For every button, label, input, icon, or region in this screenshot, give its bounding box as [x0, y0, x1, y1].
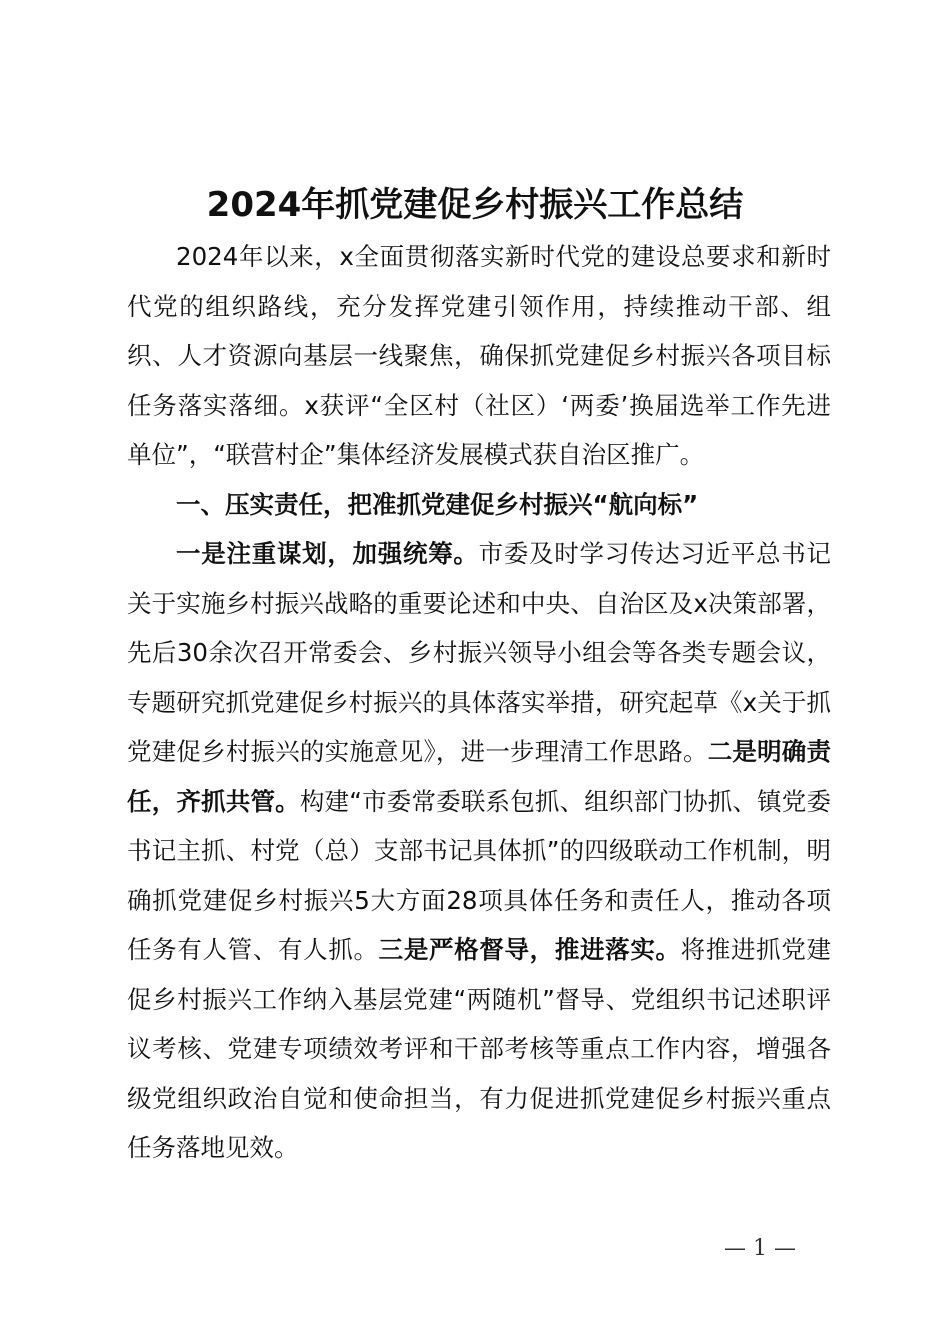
section-heading-1: 一、压实责任，把准抓党建促乡村振兴“航向标” — [176, 489, 699, 519]
point-3-lead: 三是严格督导，推进落实。 — [378, 935, 681, 964]
point-3-text: 将推进抓党建促乡村振兴工作纳入基层党建“两随机”督导、党组织书记述职评议考核、党建专项绩效考评和干部考核等重点工作内容，增强各级党组织政治自觉和使命担当，有力促进抓党建促乡村振兴重点任务落地见效。 — [127, 935, 832, 1162]
section-1-paragraph — [127, 529, 831, 1173]
page-number: — 1 — — [724, 1236, 796, 1261]
point-1-text: 市委及时学习传达习近平总书记关于实施乡村振兴战略的重要论述和中央、自治区及x决策部署，先后30余次召开常委会、乡村振兴领导小组会等各类专题会议，专题研究抓党建促乡村振兴的具体落实举措，研究起草《x关于抓党建促乡村振兴的实施意见》，进一步理清工作思路。 — [127, 539, 831, 766]
point-1-lead: 一是注重谋划，加强统筹。 — [176, 539, 479, 568]
intro-paragraph: 2024年以来，x全面贯彻落实新时代党的建设总要求和新时代党的组织路线，充分发挥党建引领作用，持续推动干部、组织、人才资源向基层一线聚焦，确保抓党建促乡村振兴各项目标任务落实落细。x获评“全区村（社区）‘两委’换届选举工作先进单位”，“联营村企”集体经济发展模式获自治区推广。 — [127, 242, 831, 469]
point-2-lead: 二是明确责任，齐抓共管。 — [127, 737, 832, 816]
document-body — [127, 232, 831, 1173]
document-title: 2024年抓党建促乡村振兴工作总结 — [206, 185, 744, 225]
point-2-text: 构建“市委常委联系包抓、组织部门协抓、镇党委书记主抓、村党（总）支部书记具体抓”的四级联动工作机制，明确抓党建促乡村振兴5大方面28项具体任务和责任人，推动各项任务有人管、有人抓。 — [127, 786, 831, 964]
